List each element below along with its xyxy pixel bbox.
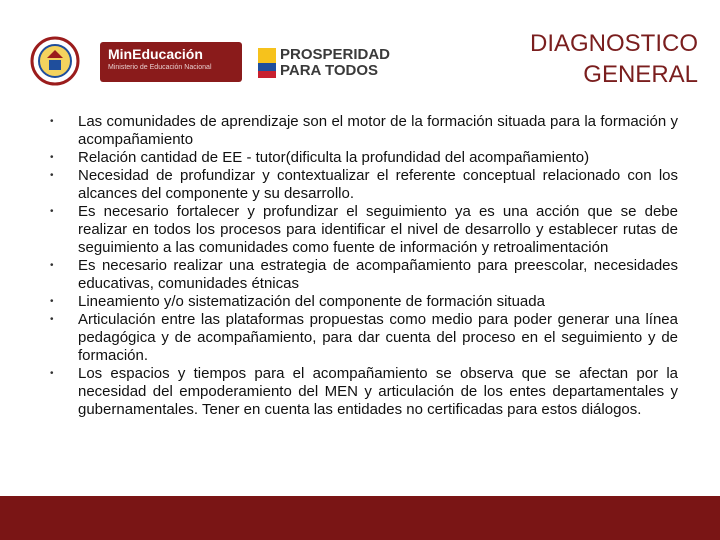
list-item-text: Es necesario fortalecer y profundizar el seguimiento ya es una acción que se debe realizar en todos los procesos para identificar el nivel de desarrollo y establecer rutas de seguimiento a las comunidades como fuente de información y retroalimentación — [78, 203, 678, 256]
bullet-marker-icon: • — [50, 152, 54, 163]
ministry-logo — [100, 42, 242, 82]
list-item — [40, 365, 678, 419]
bullet-marker-icon: • — [50, 314, 54, 325]
bullet-marker-icon: • — [50, 206, 54, 217]
footer-bar — [0, 496, 720, 540]
slide-title-line1: DIAGNOSTICO — [529, 30, 698, 57]
ministry-logo-title: MinEducación — [108, 46, 203, 62]
list-item-text: Lineamiento y/o sistematización del componente de formación situada — [78, 293, 545, 310]
bullet-list-container — [40, 113, 678, 419]
bullet-marker-icon: • — [50, 116, 54, 127]
ministry-logo-subtitle: Ministerio de Educación Nacional — [108, 64, 212, 71]
bullet-marker-icon: • — [50, 368, 54, 379]
list-item-text: Articulación entre las plataformas propuestas como medio para poder generar una línea pedagógica y de acompañamiento, para dar cuenta del proceso en el seguimiento y de formación. — [78, 311, 678, 364]
bullet-marker-icon: • — [50, 260, 54, 271]
list-item — [40, 203, 678, 257]
colombia-seal-icon — [30, 36, 80, 86]
list-item — [40, 293, 678, 311]
campaign-logo-line2: PARA TODOS — [280, 62, 379, 79]
bullet-marker-icon: • — [50, 170, 54, 181]
bullet-marker-icon: • — [50, 296, 54, 307]
slide-header — [0, 0, 720, 100]
list-item-text: Necesidad de profundizar y contextualizar el referente conceptual relacionado con los alcances del componente y su desarrollo. — [78, 167, 678, 202]
list-item — [40, 167, 678, 203]
slide-title — [530, 28, 698, 90]
list-item-text: Relación cantidad de EE - tutor(dificulta la profundidad del acompañamiento) — [78, 149, 590, 166]
list-item — [40, 113, 678, 149]
slide-title-line2: GENERAL — [583, 61, 698, 88]
list-item-text: Es necesario realizar una estrategia de acompañamiento para preescolar, necesidades educativas, comunidades étnicas — [78, 257, 678, 292]
list-item-text: Las comunidades de aprendizaje son el motor de la formación situada para la formación y acompañamiento — [78, 113, 678, 148]
list-item — [40, 149, 678, 167]
bullet-list — [40, 113, 678, 419]
campaign-logo-line1: PROSPERIDAD — [280, 46, 391, 63]
colombia-flag-icon — [258, 48, 276, 78]
list-item — [40, 257, 678, 293]
list-item-text: Los espacios y tiempos para el acompañamiento se observa que se afectan por la necesidad del empoderamiento del MEN y articulación de los entes departamentales y gubernamentales. Tener en cuenta las entidades no certificadas para estos diálogos. — [78, 365, 678, 418]
list-item — [40, 311, 678, 365]
